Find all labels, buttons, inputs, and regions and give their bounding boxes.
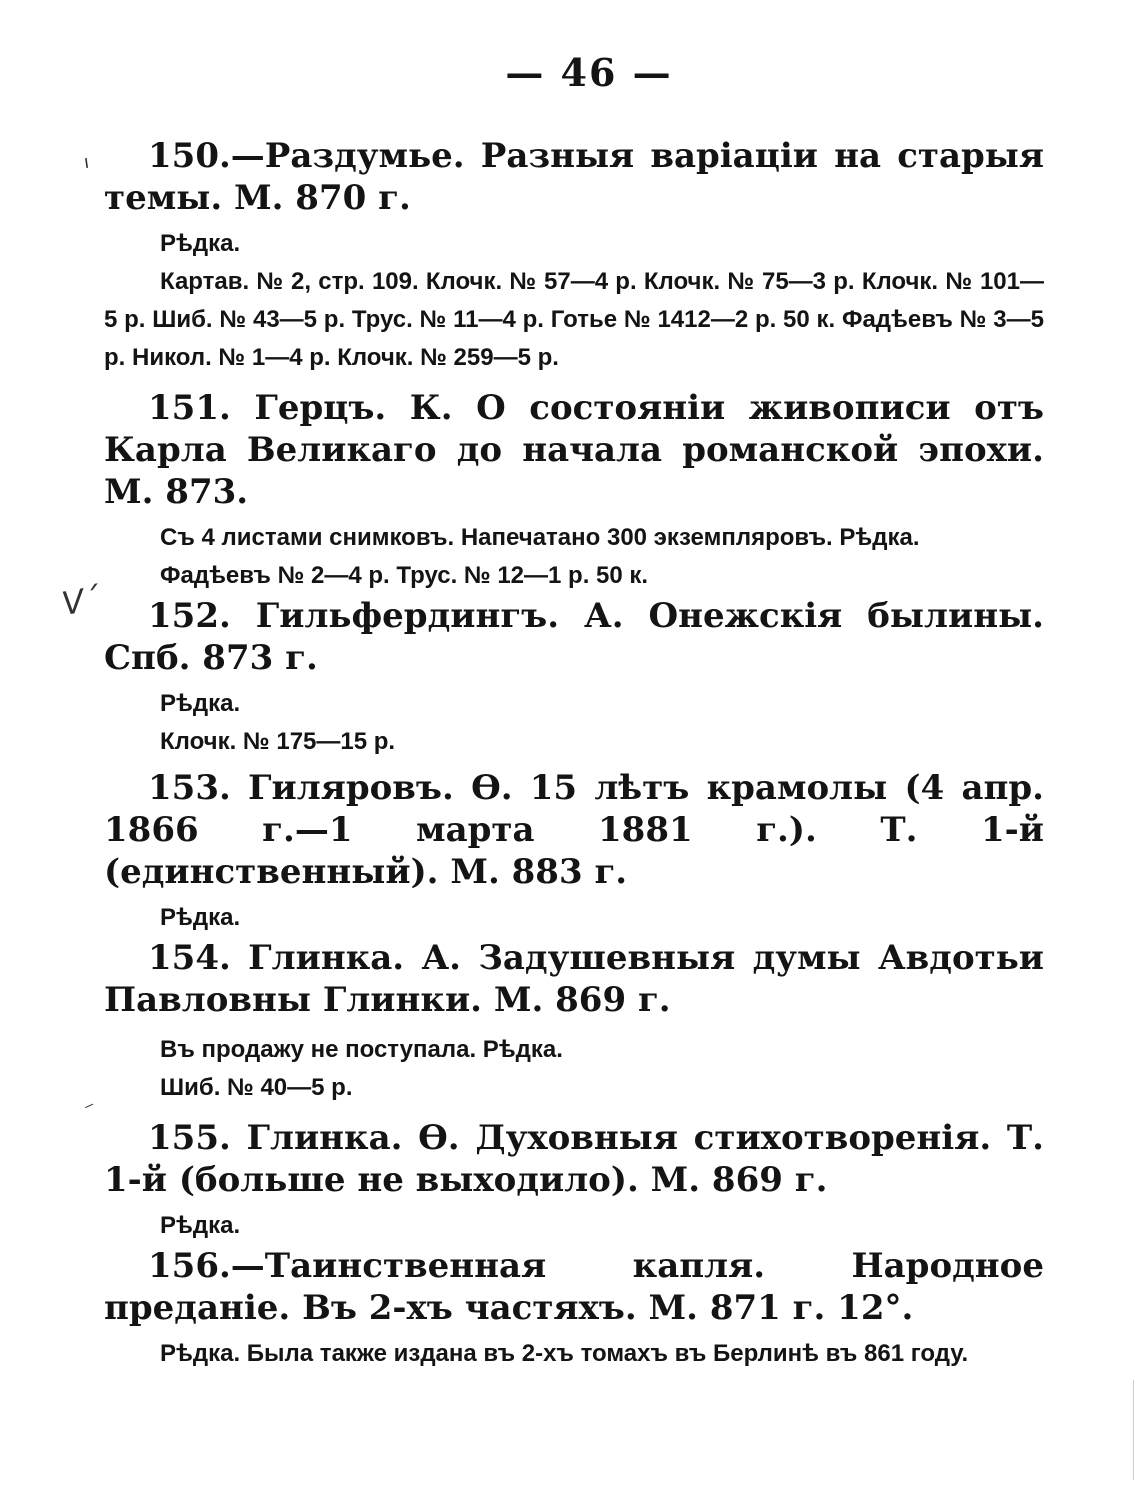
entry-prices: Шиб. № 40—5 р.	[160, 1074, 353, 1101]
margin-pencil-tick: ⸝	[82, 1091, 99, 1114]
entry-note: Въ продажу не поступала. Рѣдка.	[160, 1036, 563, 1063]
entry-154	[104, 937, 1044, 1107]
entry-prices: Картав. № 2, стр. 109. Клочк. № 57—4 р. Клочк. № 75—3 р. Клочк. № 101—5 р. Шиб. № 43—5 р. Трус. № 11—4 р. Готье № 1412—2 р. 50 к. Фадѣевъ № 3—5 р. Никол. № 1—4 р. Клочк. № 259—5 р.	[104, 268, 1044, 371]
entry-note: Рѣдка.	[160, 230, 241, 257]
entry-155	[104, 1117, 1044, 1245]
entry-note: Рѣдка.	[160, 904, 241, 931]
entry-title: 150.—Раздумье. Разныя варіаціи на старыя темы. М. 870 г.	[104, 136, 1044, 218]
entry-note: Рѣдка.	[160, 690, 241, 717]
entry-153	[104, 767, 1044, 937]
entry-151	[104, 387, 1044, 595]
margin-pencil-checkmark: V´	[58, 578, 103, 624]
entry-note: Съ 4 листами снимковъ. Напечатано 300 экземпляровъ. Рѣдка.	[160, 524, 920, 551]
page-number: — 46 —	[505, 50, 673, 95]
entry-title: 153. Гиляровъ. Ѳ. 15 лѣтъ крамолы (4 апр. 1866 г.—1 марта 1881 г.). Т. 1-й (единственный). М. 883 г.	[104, 768, 1044, 892]
entry-156	[104, 1245, 1044, 1373]
entry-152	[104, 595, 1044, 761]
entry-note: Рѣдка. Была также издана въ 2-хъ томахъ въ Берлинѣ въ 861 году.	[160, 1340, 969, 1367]
page-edge-line	[1133, 1380, 1134, 1480]
entry-title: 155. Глинка. Ѳ. Духовныя стихотворенія. Т. 1-й (больше не выходило). М. 869 г.	[104, 1118, 1044, 1200]
entry-title: 156.—Таинственная капля. Народное преданіе. Въ 2-хъ частяхъ. М. 871 г. 12°.	[104, 1246, 1044, 1328]
entry-note: Рѣдка.	[160, 1212, 241, 1239]
entry-title: 154. Глинка. А. Задушевныя думы Авдотьи Павловны Глинки. М. 869 г.	[104, 938, 1044, 1020]
entry-title: 152. Гильфердингъ. А. Онежскія былины. Спб. 873 г.	[104, 596, 1044, 678]
entry-prices: Фадѣевъ № 2—4 р. Трус. № 12—1 р. 50 к.	[160, 562, 649, 589]
entry-prices: Клочк. № 175—15 р.	[160, 728, 396, 755]
book-page	[104, 50, 1044, 1373]
entry-150	[104, 135, 1044, 377]
margin-pencil-mark: ı	[82, 151, 91, 174]
entry-title: 151. Герцъ. К. О состояніи живописи отъ Карла Великаго до начала романской эпохи. М. 873.	[104, 388, 1044, 512]
